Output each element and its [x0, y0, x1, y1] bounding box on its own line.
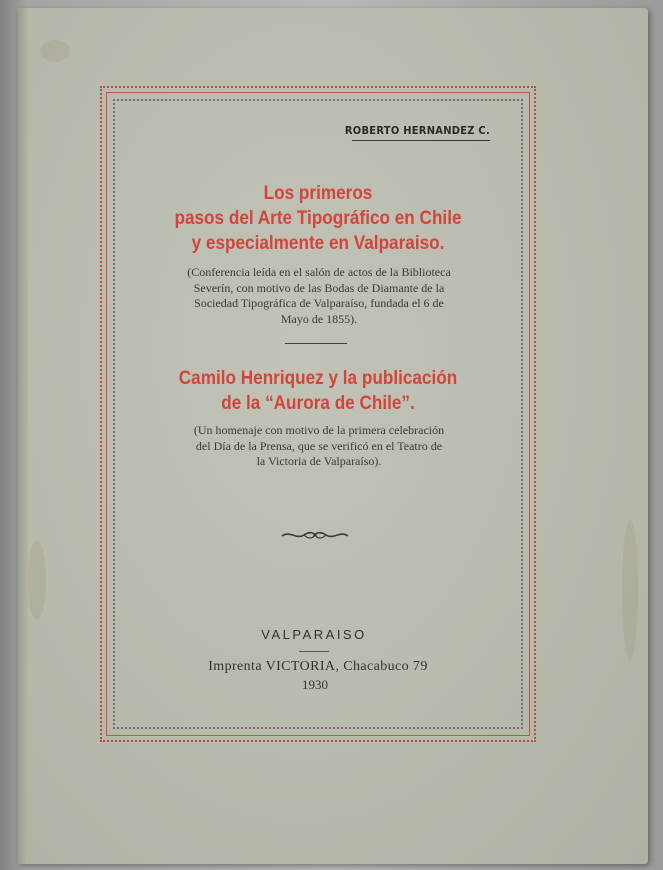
publication-city: VALPARAISO — [261, 627, 367, 642]
main-subtitle — [140, 265, 498, 327]
main-title-line: Los primeros — [263, 182, 373, 204]
printer-line: Imprenta VICTORIA, Chacabuco 79 — [208, 659, 428, 674]
main-subtitle-line: (Conferencia leída en el salón de actos de la Biblioteca — [187, 265, 451, 279]
main-title-line: y especialmente en Valparaiso. — [191, 232, 445, 254]
paper-stain — [40, 40, 70, 62]
main-subtitle-line: Mayo de 1855). — [280, 311, 358, 326]
paper-stain — [28, 540, 46, 620]
second-title — [140, 366, 496, 416]
main-title — [140, 181, 496, 256]
author-name: ROBERTO HERNANDEZ C. — [344, 124, 490, 137]
main-title-line: pasos del Arte Tipográfico en Chile — [174, 207, 462, 229]
cover-spine-edge — [18, 8, 28, 864]
author-underline — [352, 140, 490, 141]
section-divider — [285, 343, 347, 344]
second-subtitle-line: (Un homenaje con motivo de la primera celebración — [193, 423, 445, 437]
second-subtitle-line: la Victoria de Valparaíso). — [256, 454, 382, 468]
second-subtitle — [140, 423, 498, 470]
main-subtitle-line: Sociedad Tipográfica de Valparaíso, fundada el 6 de — [194, 296, 444, 310]
main-subtitle-line: Severín, con motivo de las Bodas de Diamante de la — [193, 280, 445, 295]
second-subtitle-line: del Día de la Prensa, que se verificó en el Teatro de — [195, 438, 443, 453]
paper-stain — [622, 520, 638, 660]
publication-year: 1930 — [302, 677, 328, 692]
city-underline — [299, 651, 329, 652]
ornament-icon — [280, 528, 350, 542]
second-title-line: de la “Aurora de Chile”. — [221, 392, 415, 414]
second-title-line: Camilo Henriquez y la publicación — [178, 367, 458, 389]
